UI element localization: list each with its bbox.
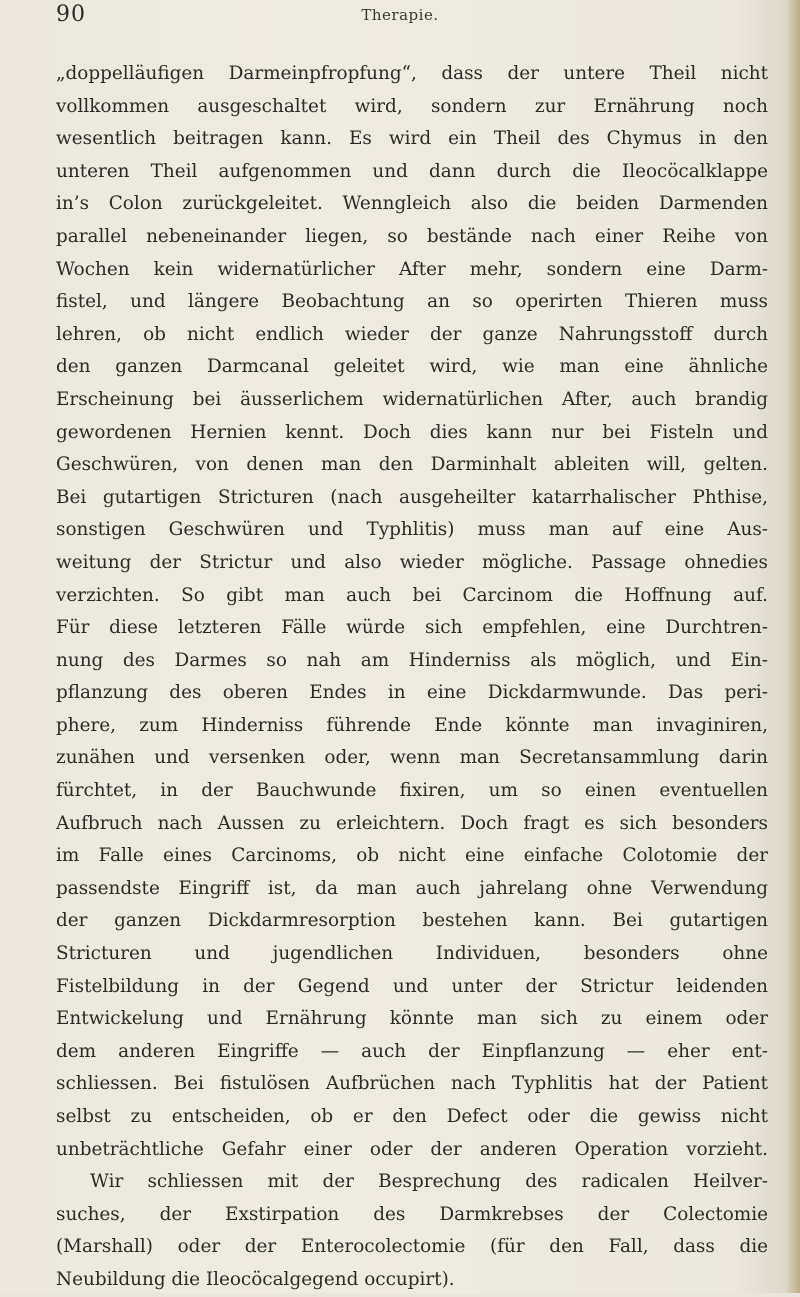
text-line: (Marshall) oder der Enterocolectomie (für den Fall, dass die — [56, 1236, 768, 1258]
text-line: selbst zu entscheiden, ob er den Defect oder die gewiss nicht — [56, 1106, 768, 1127]
text-line: Geschwüren, von denen man den Darminhalt ableiten will, gelten. — [56, 454, 768, 476]
text-line: Bei gutartigen Stricturen (nach ausgeheilter katarrhalischer Phthise, — [56, 486, 768, 508]
running-head: Therapie. — [361, 6, 439, 24]
text-line: zunähen und versenken oder, wenn man Secretansammlung darin — [56, 747, 768, 769]
text-line: pflanzung des oberen Endes in eine Dickdarmwunde. Das peri- — [56, 682, 768, 704]
text-line: der ganzen Dickdarmresorption bestehen kann. Bei gutartigen — [56, 910, 768, 932]
text-line: dem anderen Eingriffe — auch der Einpflanzung — eher ent- — [56, 1040, 768, 1062]
text-line: fürchtet, in der Bauchwunde fixiren, um so einen eventuellen — [56, 780, 768, 802]
text-line: gewordenen Hernien kennt. Doch dies kann nur bei Fisteln und — [56, 421, 768, 443]
text-line: vollkommen ausgeschaltet wird, sondern zur Ernährung noch — [56, 95, 768, 117]
page-number: 90 — [56, 2, 86, 27]
text-line: in’s Colon zurückgeleitet. Wenngleich also die beiden Darmenden — [56, 193, 768, 215]
text-line: passendste Eingriff ist, da man auch jahrelang ohne Verwendung — [56, 877, 768, 899]
text-line: Neubildung die Ileocöcalgegend occupirt). — [56, 1268, 455, 1290]
text-line: suches, der Exstirpation des Darmkrebses der Colectomie — [56, 1203, 768, 1225]
text-line: wesentlich beitragen kann. Es wird ein Theil des Chymus in den — [56, 128, 768, 150]
text-line: nung des Darmes so nah am Hinderniss als möglich, und Ein- — [56, 649, 768, 671]
text-line: parallel nebeneinander liegen, so bestände nach einer Reihe von — [56, 225, 768, 247]
text-line: verzichten. So gibt man auch bei Carcinom die Hoffnung auf. — [56, 584, 768, 606]
body-text — [56, 58, 768, 1297]
text-line: lehren, ob nicht endlich wieder der ganze Nahrungsstoff durch — [56, 323, 768, 345]
text-line: unteren Theil aufgenommen und dann durch die Ileocöcalklappe — [56, 160, 768, 182]
text-line: Fistelbildung in der Gegend und unter der Strictur leidenden — [56, 975, 768, 997]
text-line: Aufbruch nach Aussen zu erleichtern. Doch fragt es sich besonders — [56, 812, 768, 834]
page-edge-shadow — [786, 0, 800, 1293]
text-line: im Falle eines Carcinoms, ob nicht eine einfache Colotomie der — [56, 845, 768, 867]
text-line: schliessen. Bei fistulösen Aufbrüchen nach Typhlitis hat der Patient — [56, 1073, 768, 1095]
text-line: Stricturen und jugendlichen Individuen, besonders ohne — [56, 943, 768, 965]
text-line: Für diese letzteren Fälle würde sich empfehlen, eine Durchtren- — [56, 617, 768, 639]
text-line: Wir schliessen mit der Besprechung des radicalen Heilver- — [90, 1171, 768, 1193]
text-line: unbeträchtliche Gefahr einer oder der anderen Operation vorzieht. — [56, 1138, 768, 1160]
text-line: „doppelläufigen Darmeinpfropfung“, dass der untere Theil nicht — [56, 63, 768, 84]
text-line: den ganzen Darmcanal geleitet wird, wie man eine ähnliche — [56, 356, 768, 378]
text-line: Entwickelung und Ernährung könnte man sich zu einem oder — [56, 1008, 768, 1030]
text-line: weitung der Strictur und also wieder mögliche. Passage ohnedies — [56, 551, 768, 573]
text-line: Wochen kein widernatürlicher After mehr, sondern eine Darm- — [56, 258, 768, 280]
text-line: fistel, und längere Beobachtung an so operirten Thieren muss — [56, 291, 768, 313]
text-line: sonstigen Geschwüren und Typhlitis) muss man auf eine Aus- — [56, 519, 768, 541]
text-line: phere, zum Hinderniss führende Ende könnte man invaginiren, — [56, 714, 768, 736]
text-line: Erscheinung bei äusserlichem widernatürlichen After, auch brandig — [56, 388, 768, 410]
